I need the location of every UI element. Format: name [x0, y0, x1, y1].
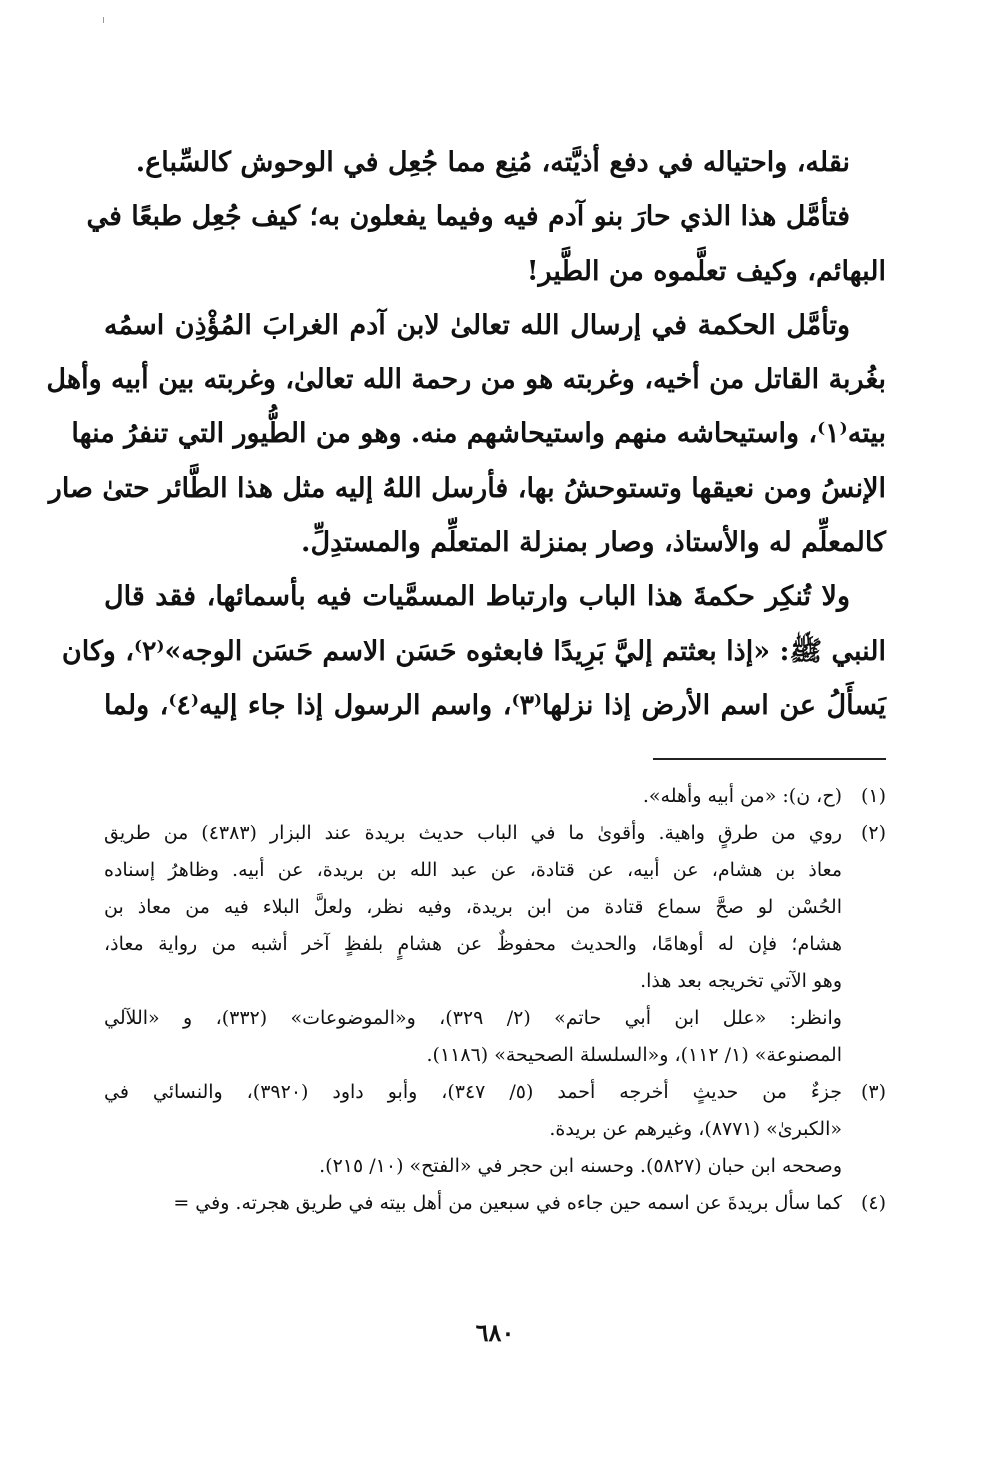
footnote-text: جزءٌ من حديثٍ أخرجه أحمد (٥/ ٣٤٧)، وأبو داود (٣٩٢٠)، والنسائي في: [104, 1081, 842, 1103]
footnote-line: هشام؛ فإن له أوهامًا، والحديث محفوظٌ عن هشامٍ بلفظٍ آخر أشبه من رواية معاذ،: [104, 933, 842, 955]
footnote-line: معاذ بن هشام، عن أبيه، عن قتادة، عن عبد الله بن بريدة، عن أبيه. وظاهرُ إسناده: [104, 859, 842, 881]
footnote-line: [104, 1074, 886, 1111]
text-line: فتأمَّل هذا الذي حارَ بنو آدم فيه وفيما يفعلون به؛ كيف جُعِل طبعًا في: [86, 201, 850, 233]
footnote-line: وانظر: «علل ابن أبي حاتم» (٢/ ٣٢٩)، و«الموضوعات» (٣٣٢)، و «اللآلي: [104, 1007, 842, 1029]
footnote-line: «الكبرىٰ» (٨٧٧١)، وغيرهم عن بريدة.: [549, 1118, 842, 1140]
text-line: وتأمَّل الحكمة في إرسال الله تعالىٰ لابن آدم الغرابَ المُؤْذِن اسمُه: [104, 309, 850, 341]
footnote-line: الحُسْن لو صحَّ سماع قتادة من ابن بريدة، وفيه نظر، ولعلَّ البلاء فيه من معاذ بن: [104, 896, 842, 918]
text-line: كالمعلِّم له والأستاذ، وصار بمنزلة المتعلِّم والمستدِلِّ.: [301, 527, 886, 559]
footnote-number: (٢): [860, 822, 886, 844]
text-line: الإنسُ ومن نعيقها وتستوحشُ بها، فأرسل اللهُ إليه مثل هذا الطَّائر حتىٰ صار: [48, 472, 886, 504]
footnote-number: (٣): [860, 1081, 886, 1103]
footnote-number: (١): [860, 785, 886, 807]
text-line: نقله، واحتياله في دفع أذيَّته، مُنِع مما جُعِل في الوحوش كالسِّباع.: [135, 147, 850, 178]
page-number: ٦٨٠: [475, 1318, 515, 1347]
text-line: النبي ﷺ: «إذا بعثتم إليَّ بَرِيدًا فابعثوه حَسَن الاسم حَسَن الوجه»⁽٢⁾، وكان: [61, 635, 886, 667]
footnote-line: وهو الآتي تخريجه بعد هذا.: [640, 970, 842, 992]
footnote-line: [104, 778, 886, 815]
text-line: بيته⁽١⁾، واستيحاشه منهم واستيحاشهم منه. وهو من الطُّيور التي تنفرُ منها: [71, 418, 886, 450]
footnotes: [104, 778, 886, 1222]
text-line: بغُربة القاتل من أخيه، وغربته هو من رحمة الله تعالىٰ، وغربته بين أبيه وأهل: [46, 364, 886, 396]
footnote-text: روي من طرقٍ واهية. وأقوىٰ ما في الباب حديث بريدة عند البزار (٤٣٨٣) من طريق: [104, 822, 842, 844]
text-line: يَسأَلُ عن اسم الأرض إذا نزلها⁽٣⁾، واسم الرسول إذا جاء إليه⁽٤⁾، ولما: [104, 689, 886, 721]
scan-mark: [103, 17, 104, 23]
footnote-line: [104, 815, 886, 852]
text-line: ولا تُنكِر حكمةَ هذا الباب وارتباط المسمَّيات فيه بأسمائها، فقد قال: [104, 581, 850, 613]
footnote-text: (ح، ن): «من أبيه وأهله».: [642, 785, 842, 807]
text-line: البهائم، وكيف تعلَّموه من الطَّير!: [526, 255, 886, 287]
footnote-line: وصححه ابن حبان (٥٨٢٧). وحسنه ابن حجر في «الفتح» (١٠/ ٢١٥).: [319, 1155, 842, 1177]
main-text: [46, 136, 886, 733]
footnote-line: المصنوعة» (١/ ١١٢)، و«السلسلة الصحيحة» (١١٨٦).: [426, 1044, 842, 1066]
footnote-text: كما سأل بريدةَ عن اسمه حين جاءه في سبعين من أهل بيته في طريق هجرته. وفي =: [173, 1192, 842, 1214]
footnote-separator: [653, 758, 886, 760]
footnote-line: [104, 1185, 886, 1222]
footnote-number: (٤): [860, 1192, 886, 1214]
